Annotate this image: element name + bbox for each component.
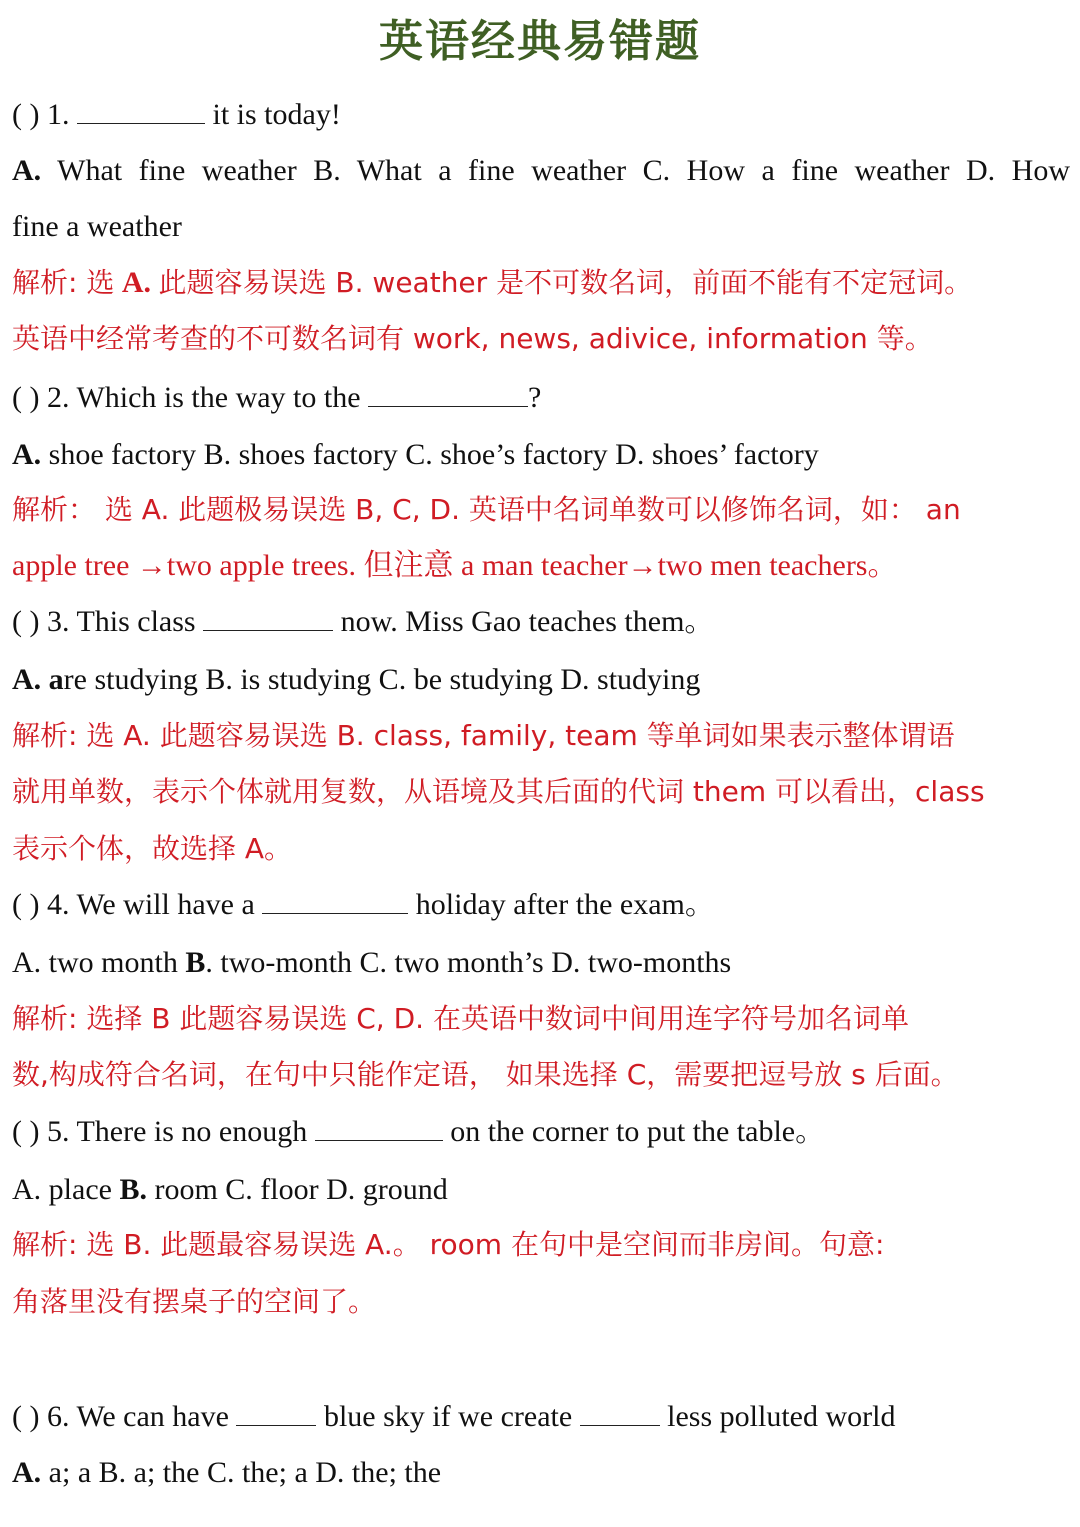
question-2-explanation-line2: apple tree →two apple trees. 但注意 a man teacher→two men teachers。 — [12, 549, 898, 582]
correct-option-label: A. a — [12, 663, 64, 696]
question-1-explanation-line1 — [12, 263, 1072, 303]
answer-blank[interactable] — [315, 1114, 443, 1141]
question-3-stem — [12, 602, 1072, 642]
question-5-explanation-line2: 角落里没有摆桌子的空间了。 — [12, 1285, 377, 1318]
question-prefix: ( ) 6. We can have — [12, 1400, 229, 1433]
question-stem-text: on the corner to put the table。 — [450, 1115, 826, 1148]
options-text: What fine weather B. What a fine weather C. How a fine weather D. How — [57, 154, 1070, 187]
question-2-explanation-line1: 解析： 选 A. 此题极易误选 B, C, D. 英语中名词单数可以修饰名词，如： an — [12, 493, 961, 526]
question-1-stem — [12, 95, 1072, 135]
explanation-lead: 解析: 选 — [12, 266, 115, 299]
question-5-options — [12, 1170, 1072, 1210]
answer-blank[interactable] — [77, 97, 205, 124]
question-6-stem — [12, 1397, 1072, 1437]
options-text-pre: A. two month — [12, 946, 178, 979]
question-stem-text: holiday after the exam。 — [415, 888, 715, 921]
correct-option-label: A. — [12, 438, 42, 471]
question-3-explanation-line2: 就用单数，表示个体就用复数，从语境及其后面的代词 them 可以看出，class — [12, 775, 985, 808]
question-4-options — [12, 943, 1072, 983]
answer-blank[interactable] — [368, 380, 528, 407]
answer-blank[interactable] — [236, 1399, 316, 1426]
options-text: room C. floor D. ground — [154, 1173, 448, 1206]
options-text: shoe factory B. shoes factory C. shoe’s factory D. shoes’ factory — [48, 438, 819, 471]
options-text: . two-month C. two month’s D. two-months — [205, 946, 732, 979]
question-3-explanation-line3: 表示个体，故选择 A。 — [12, 832, 293, 865]
answer-blank[interactable] — [203, 604, 333, 631]
question-stem-text: ? — [528, 381, 542, 414]
question-1-explanation-line2: 英语中经常考查的不可数名词有 work, news, adivice, information 等。 — [12, 322, 933, 355]
question-2-options — [12, 435, 1072, 475]
explanation-answer: A. — [121, 266, 152, 299]
correct-option-label: A. — [12, 1456, 42, 1489]
answer-blank[interactable] — [262, 887, 408, 914]
question-3-options — [12, 660, 1072, 700]
question-prefix: ( ) 2. Which is the way to the — [12, 381, 361, 414]
question-4-explanation-line2: 数,构成符合名词，在句中只能作定语， 如果选择 C，需要把逗号放 s 后面。 — [12, 1058, 959, 1091]
question-stem-mid: blue sky if we create — [323, 1400, 573, 1433]
page-title: 英语经典易错题 — [379, 16, 701, 67]
question-stem-text: now. Miss Gao teaches them。 — [340, 605, 715, 638]
correct-option-label: B — [185, 946, 206, 979]
question-5-explanation-line1: 解析: 选 B. 此题最容易误选 A.。 room 在句中是空间而非房间。句意: — [12, 1228, 885, 1261]
answer-blank[interactable] — [580, 1399, 660, 1426]
question-1-options — [12, 151, 1070, 191]
question-4-stem — [12, 885, 1072, 925]
question-stem-text: it is today! — [212, 98, 341, 131]
question-stem-text: less polluted world — [667, 1400, 896, 1433]
question-4-explanation-line1: 解析: 选择 B 此题容易误选 C, D. 在英语中数词中间用连字符号加名词单 — [12, 1002, 909, 1035]
explanation-text: 此题容易误选 B. weather 是不可数名词，前面不能有不定冠词。 — [158, 266, 973, 299]
options-text: re studying B. is studying C. be studying D. studying — [63, 663, 701, 696]
question-1-options-cont: fine a weather — [12, 210, 182, 243]
question-prefix: ( ) 1. — [12, 98, 70, 131]
correct-option-label: B. — [119, 1173, 147, 1206]
correct-option-label: A. — [12, 154, 42, 187]
options-text: a; a B. a; the C. the; a D. the; the — [48, 1456, 442, 1489]
question-2-stem — [12, 378, 1072, 418]
question-5-stem — [12, 1112, 1072, 1152]
question-6-options — [12, 1453, 1072, 1493]
question-prefix: ( ) 3. This class — [12, 605, 196, 638]
question-3-explanation-line1: 解析: 选 A. 此题容易误选 B. class, family, team 等单词如果表示整体谓语 — [12, 719, 955, 752]
question-prefix: ( ) 4. We will have a — [12, 888, 255, 921]
question-prefix: ( ) 5. There is no enough — [12, 1115, 308, 1148]
options-text-pre: A. place — [12, 1173, 112, 1206]
